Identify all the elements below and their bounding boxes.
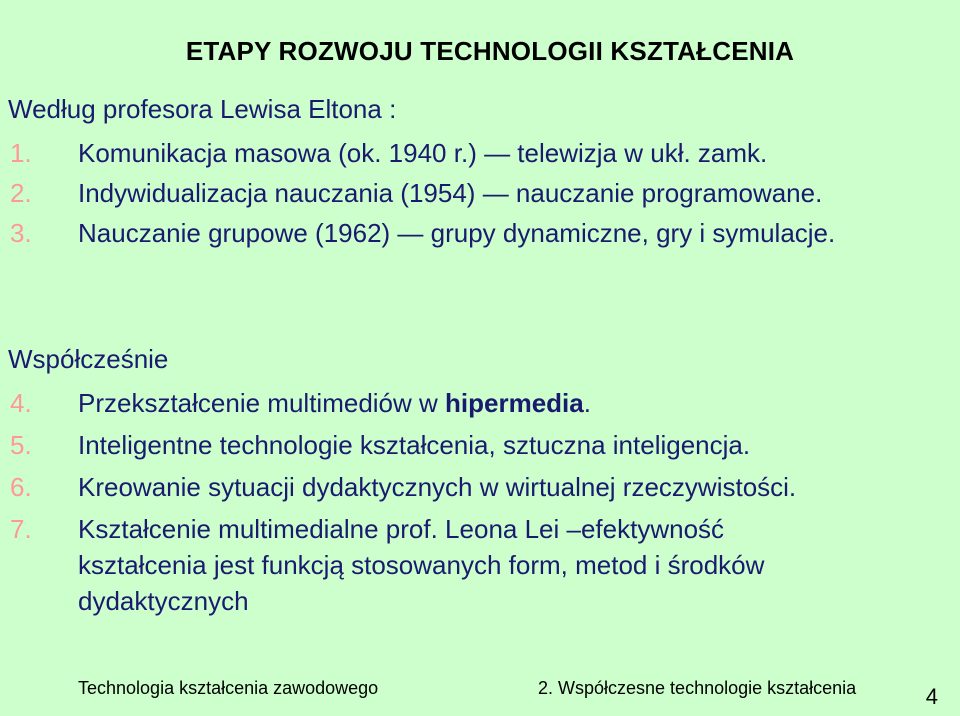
list-item (8, 176, 822, 210)
list-item-text: Komunikacja masowa (ok. 1940 r.) — telewizja w ukł. zamk. (78, 138, 768, 168)
list-item-text: Kształcenie multimedialne prof. Leona Lei –efektywność (78, 514, 725, 544)
list-item (8, 216, 835, 250)
list-number: 7. (10, 514, 32, 544)
list-item-continuation: kształcenia jest funkcją stosowanych form, metod i środków (78, 550, 765, 580)
page-number: 4 (925, 684, 938, 709)
section-heading: Współcześnie (8, 344, 169, 374)
list-item-text: Indywidualizacja nauczania (1954) — nauczanie programowane. (78, 178, 823, 208)
list-item (8, 386, 591, 420)
intro-text: Według profesora Lewisa Eltona : (8, 94, 397, 124)
list-number: 6. (10, 472, 32, 502)
bold-term: hipermedia (445, 388, 584, 418)
slide-title: ETAPY ROZWOJU TECHNOLOGII KSZTAŁCENIA (185, 36, 795, 66)
list-item-text: Nauczanie grupowe (1962) — grupy dynamiczne, gry i symulacje. (78, 218, 836, 248)
list-item-text: Inteligentne technologie kształcenia, sztuczna inteligencja. (78, 430, 751, 460)
list-item (8, 512, 724, 546)
list-item (8, 428, 750, 462)
list-number: 2. (10, 178, 32, 208)
list-item-text: Kreowanie sytuacji dydaktycznych w wirtualnej rzeczywistości. (78, 472, 797, 502)
footer-right: 2. Współczesne technologie kształcenia (538, 678, 857, 698)
list-number: 5. (10, 430, 32, 460)
list-item (8, 136, 767, 170)
list-number: 1. (10, 138, 32, 168)
list-item-text: Przekształcenie multimediów w (78, 388, 446, 418)
list-item (8, 470, 796, 504)
list-item-end: . (583, 388, 591, 418)
footer-left: Technologia kształcenia zawodowego (78, 678, 379, 698)
list-number: 3. (10, 218, 32, 248)
list-number: 4. (10, 388, 32, 418)
list-item-continuation: dydaktycznych (78, 586, 249, 616)
